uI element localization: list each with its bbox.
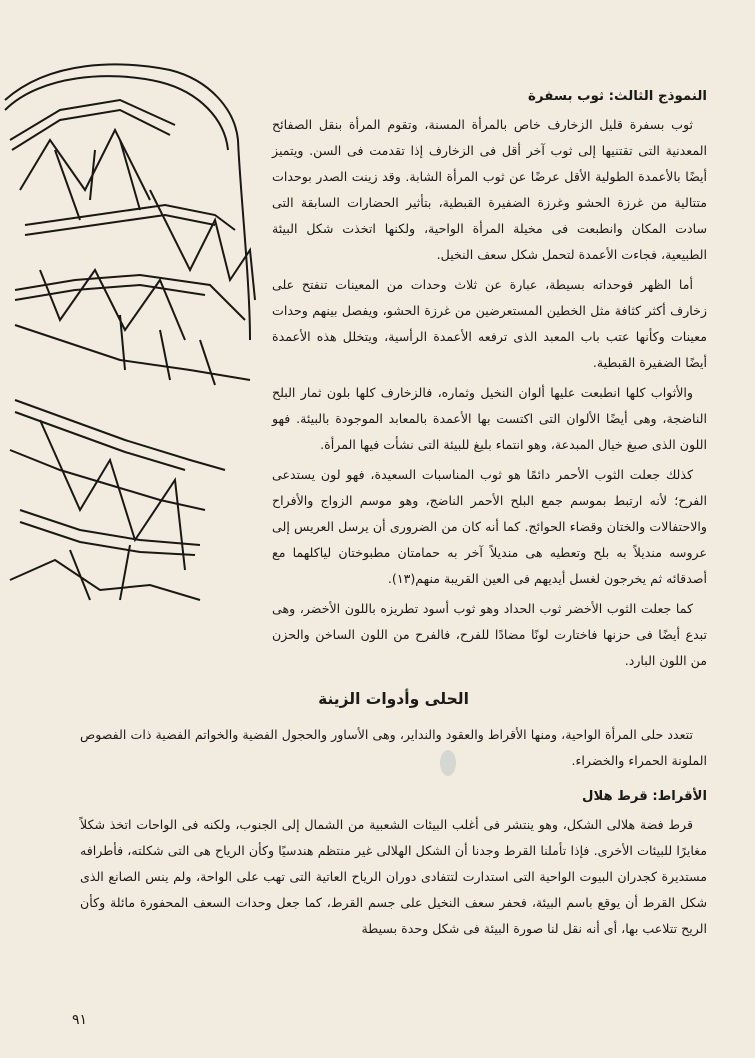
paragraph-1: ثوب بسفرة قليل الزخارف خاص بالمرأة المسنة، وتقوم المرأة بنقل الصفائح المعدنية التى تقتنيها إلى ثوب آخر أقل فى الزخارف إذا تقدمت فى السن. ويتميز أيضًا بالأعمدة الطولية الأقل عرضًا عن ثوب المرأة الشابة. وقد زينت الصدر بوحدات متتالية من غرزة الحشو وغرزة الضفيرة القبطية، بتأثير الحضارات السابقة التى سادت المكان وانطبعت فى مخيلة المرأة الواحية، ولكنها اتخذت شكل البيئة الطبيعية، فجاءت الأعمدة لتحمل شكل سعف النخيل. xyxy=(272,117,707,262)
paragraph-5: كما جعلت الثوب الأخضر ثوب الحداد وهو ثوب أسود تطريزه باللون الأخضر، وهى تبدع أيضًا فى حزنها فاختارت لونًا مضادًا للفرح، فالفرح من اللون الساخن والحزن من اللون البارد. xyxy=(272,601,707,668)
paragraph-3: والأثواب كلها انطبعت عليها ألوان النخيل وثماره، فالزخارف كلها بلون ثمار البلح الناضجة، وهى أيضًا الألوان التى اكتست بها الأعمدة بالمعابد الموجودة بالبيئة. فهو اللون الذى صبغ خيال المبدعة، وهو انتماء بليغ للبيئة التى نشأت فيها المرأة. xyxy=(272,385,707,452)
model-heading: النموذج الثالث: ثوب بسفرة xyxy=(527,89,707,104)
paper-stain xyxy=(440,750,456,776)
section-title: الحلى وأدوات الزينة xyxy=(318,690,469,708)
earrings-heading: الأقراط: قرط هلال xyxy=(582,789,707,804)
paragraph-2: أما الظهر فوحداته بسيطة، عبارة عن ثلاث وحدات من المعينات تنفتح على زخارف أكثر كثافة مثل الخطين المستعرضين من غرزة الحشو، ويفصل بينهم وحدات معينات وكأنها عتب باب المعبد الذى ترفعه الأعمدة الرأسية، ويتخلل هذه الأعمدة أيضًا الضفيرة القبطية. xyxy=(272,277,707,370)
page-number: ٩١ xyxy=(72,1012,88,1028)
earrings-paragraph: قرط فضة هلالى الشكل، وهو ينتشر فى أغلب البيئات الشعبية من الشمال إلى الجنوب، ولكنه فى الواحات اتخذ شكلاً مغايرًا للبيئات الأخرى. فإذا تأملنا القرط وجدنا أن الشكل الهلالى غير منتظم هندسيًا وكأن الرياح هى التى شكلته، فأطرافه مستديرة كجدران البيوت الواحية التى استدارت لتتفادى دوران الرياح العاتية التى تهب على الواحة، ولم ينس الصانع الذى شكل القرط أن يوقع باسم البيئة، فحفر سعف النخيل على جسم القرط، كما جعل وحدات السعف المحفورة مائلة وكأن الريح تتلاعب بها، أى أنه نقل لنا صورة البيئة فى شكل وحدة بسيطة xyxy=(80,817,707,936)
section-paragraph: تتعدد حلى المرأة الواحية، ومنها الأقراط والعقود والنداير، وهى الأساور والحجول الفضية والخواتم الفضية ذات الفصوص الملونة الحمراء والخضراء. xyxy=(80,727,707,768)
article-text xyxy=(80,84,707,946)
paragraph-4: كذلك جعلت الثوب الأحمر دائمًا هو ثوب المناسبات السعيدة، فهو لون يستدعى الفرح؛ لأنه ارتبط بموسم جمع البلح الأحمر الناضج، وهو موسم الزواج والأفراح والاحتفالات والختان وقضاء الحوائج. كما أنه كان من الضرورى أن يرسل العريس إلى عروسه منديلاً به بلح وتعطيه هى منديلاً آخر به حمامتان مطبوختان لياكلهما مع أصدقائه ثم يخرجون لغسل أيديهم فى العين القريبة منهم(١٣). xyxy=(272,467,707,586)
upper-text-block xyxy=(272,84,707,674)
